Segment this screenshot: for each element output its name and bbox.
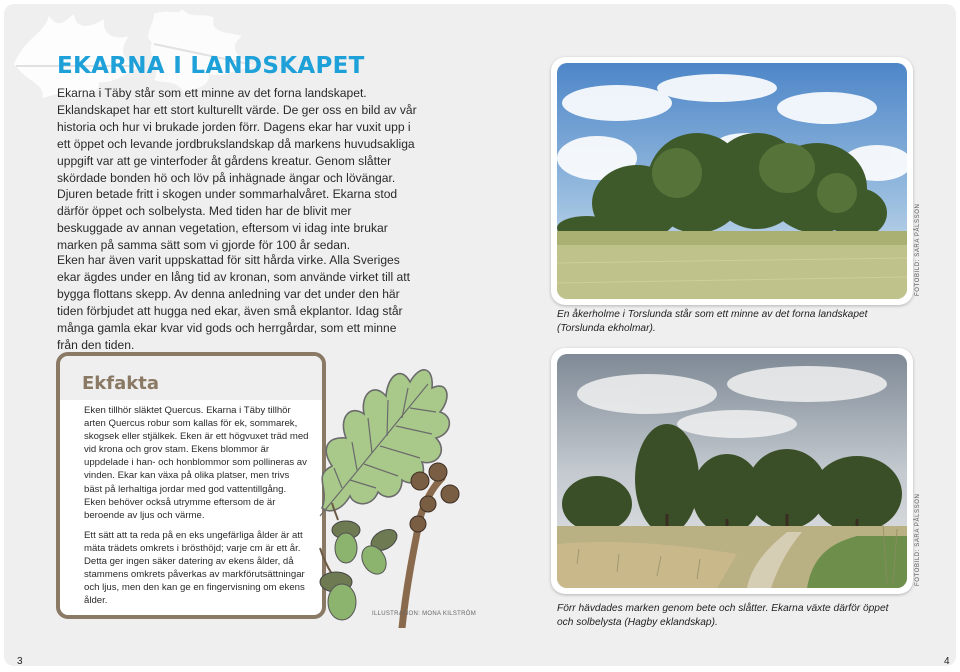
- twig-icon: [402, 463, 459, 628]
- landscape-photo-image: [557, 354, 907, 588]
- acorn-icon: [357, 525, 401, 578]
- photo-caption: Förr hävdades marken genom bete och slåtter. Ekarna växte därför öppet och solbelysta (Hagby eklandskap).: [557, 603, 889, 628]
- factbox-paragraph: Ett sätt att ta reda på en eks ungefärliga ålder är att mäta trädets omkrets i brösthöjd; varje cm är ett år. Detta ger ingen säker datering av ekens ålder, då stammens omkrets påverkas av markförutsättningar och ljus, men den kan ge en fingervisning om ekens ålder.: [84, 530, 305, 607]
- body-paragraph: Ekarna i Täby står som ett minne av det forna landskapet. Eklandskapet har ett stort kulturellt värde. De ger oss en bild av vår historia och hur vi brukade jorden förr. Dagens ekar har vuxit upp i ett öppet och levande jordbrukslandskap då markens huvudsakliga uppgift var att ge vinterfoder åt gårdens kreatur. Genom slåtter skördade bonden hö och löv på inhägnade ängar och lövängar. Djuren betade fritt i skogen under sommarhalvåret. Ekarna stod därför öppet och solbelysta. Med tiden har de blivit mer beskuggade av annan vegetation, eftersom vi idag inte brukar marken på samma sätt som vi gjorde för 100 år sedan.: [57, 86, 417, 253]
- landscape-photo-image: [557, 63, 907, 299]
- acorn-icon: [332, 503, 360, 563]
- illustration-credit: ILLUSTRATION: MONA KILSTRÖM: [372, 611, 477, 617]
- photo-credit: FOTOBILD: SARA PÅLSSON: [915, 203, 921, 296]
- page-title: EKARNA I LANDSKAPET: [57, 53, 365, 79]
- ekfakta-box: [56, 352, 326, 619]
- body-paragraph: Eken har även varit uppskattad för sitt hårda virke. Alla Sveriges ekar ägdes under en lång tid av kronan, som använde virket till att bygga flottans skepp. Av denna anledning var det under den här tiden förbjudet att hugga ned ekar, även små ekplantor. Idag står många gamla ekar kvar vid gods och herrgårdar, som ett minne från den tiden.: [57, 253, 410, 352]
- photo-caption: En åkerholme i Torslunda står som ett minne av det forna landskapet (Torslunda ekholmar).: [557, 309, 868, 334]
- factbox-title: Ekfakta: [82, 373, 159, 394]
- page-number-right: 4: [944, 656, 950, 666]
- page-number-left: 3: [17, 656, 23, 666]
- magazine-spread: [4, 4, 956, 666]
- factbox-paragraph: Eken tillhör släktet Quercus. Ekarna i Täby tillhör arten Quercus robur som kallas för ek, sommarek, skogsek eller stjälkek. Eken är ett högvuxet träd med vid krona och grov stam. Ekens blommor är uppdelade i han- och honblommor som pollineras av vinden. Ekar kan växa på olika platser, men trivs bäst på lerhaltiga jordar med god vattentillgång. Eken behöver också utrymme eftersom de är beroende av ljus och värme.: [84, 405, 309, 521]
- photo-hagby: [551, 348, 913, 594]
- photo-torslunda: [551, 57, 913, 305]
- photo-credit: FOTOBILD: SARA PÅLSSON: [915, 493, 921, 586]
- oak-leaf-acorn-illustration: [302, 338, 472, 628]
